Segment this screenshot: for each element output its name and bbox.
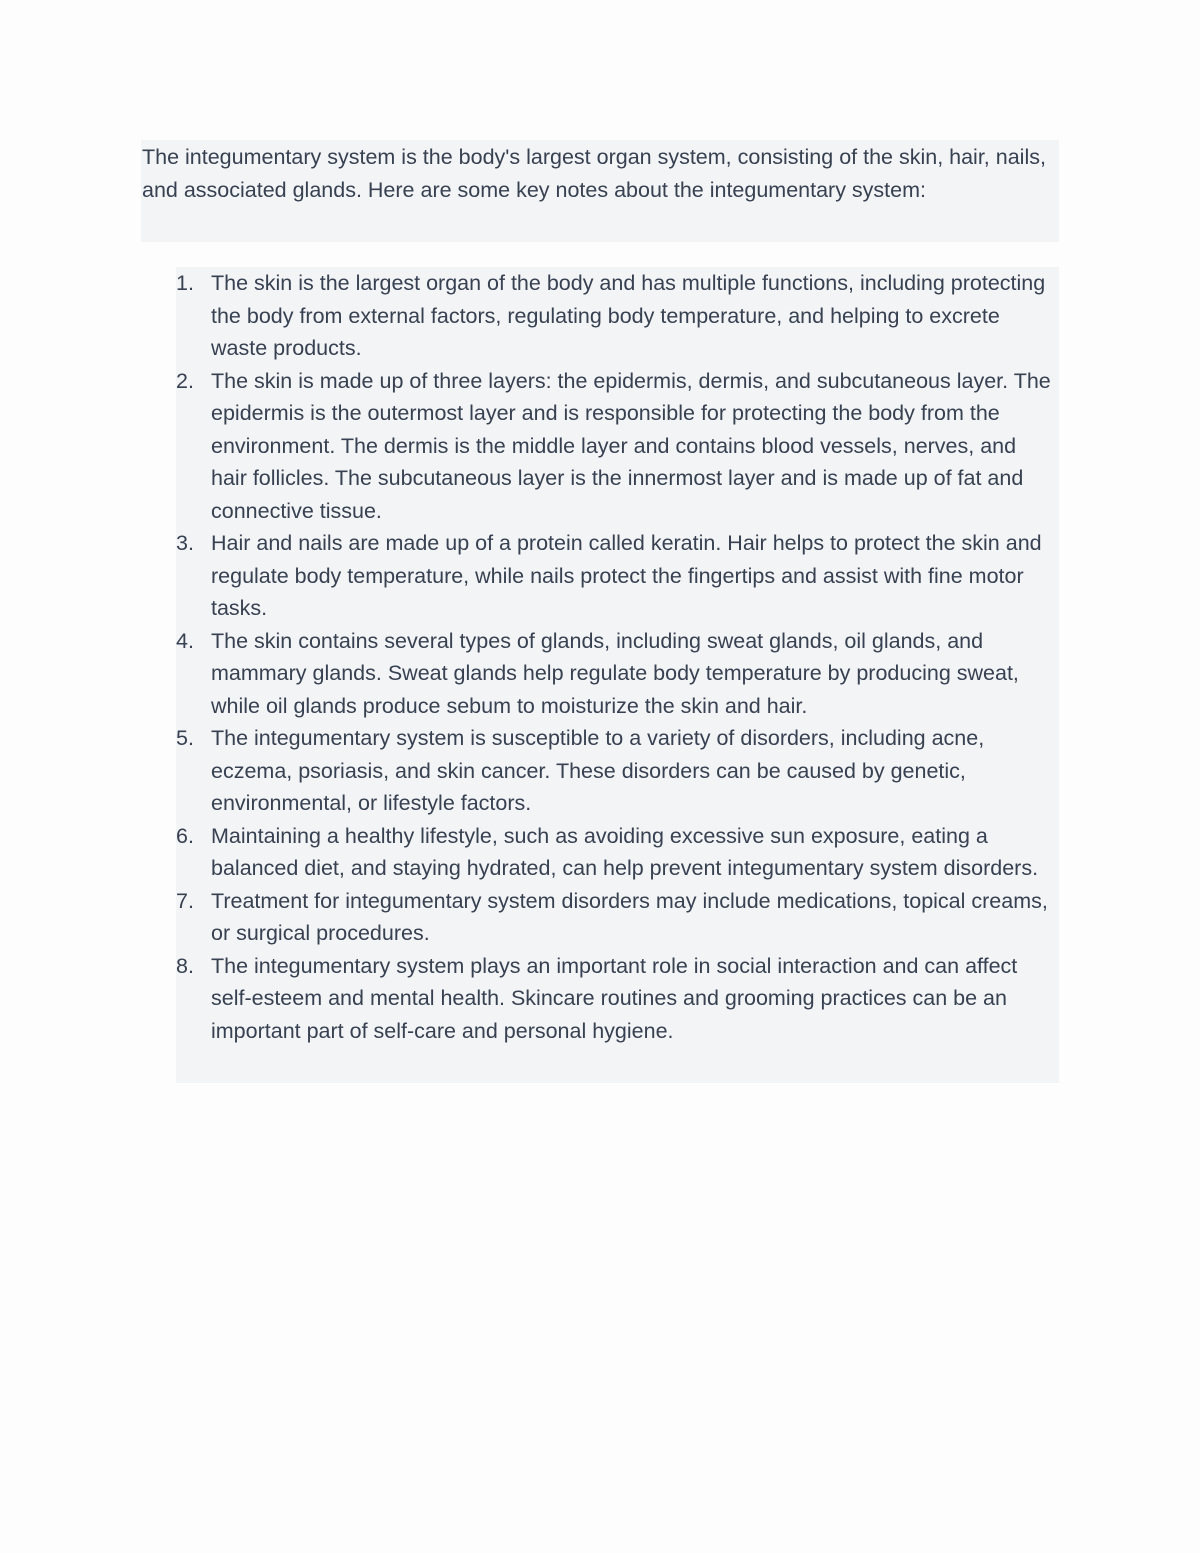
- list-item: [176, 527, 1059, 625]
- list-item-number: 3.: [176, 531, 194, 555]
- notes-list-container: [176, 267, 1059, 1083]
- list-item-text: The skin is made up of three layers: the epidermis, dermis, and subcutaneous layer. The epidermis is the outermost layer and is responsible for protecting the body from the environment. The dermis is the middle layer and contains blood vessels, nerves, and hair follicles. The subcutaneous layer is the innermost layer and is made up of fat and connective tissue.: [211, 368, 1051, 523]
- list-item: [176, 820, 1059, 885]
- list-item: [176, 267, 1059, 365]
- list-item-text: The integumentary system plays an important role in social interaction and can affect self-esteem and mental health. Skincare routines and grooming practices can be an important part of self-care and personal hygiene.: [211, 953, 1018, 1043]
- list-item: [176, 722, 1059, 820]
- list-item: [176, 365, 1059, 528]
- list-item-text: Hair and nails are made up of a protein called keratin. Hair helps to protect the skin and regulate body temperature, while nails protect the fingertips and assist with fine motor tasks.: [211, 531, 1042, 620]
- list-item-text: The skin is the largest organ of the body and has multiple functions, including protecting the body from external factors, regulating body temperature, and helping to excrete waste products.: [211, 271, 1046, 360]
- list-item: [176, 950, 1059, 1048]
- list-item-number: 6.: [176, 823, 194, 848]
- list-item-number: 2.: [176, 368, 194, 393]
- list-item-text: Maintaining a healthy lifestyle, such as avoiding excessive sun exposure, eating a balanced diet, and staying hydrated, can help prevent integumentary system disorders.: [211, 823, 1039, 880]
- list-item: [176, 885, 1059, 950]
- list-item-text: Treatment for integumentary system disorders may include medications, topical creams, or surgical procedures.: [211, 888, 1048, 945]
- list-item-number: 5.: [176, 726, 194, 750]
- list-item-number: 4.: [176, 628, 194, 653]
- list-item-text: The integumentary system is susceptible to a variety of disorders, including acne, eczema, psoriasis, and skin cancer. These disorders can be caused by genetic, environmental, or lifestyle factors.: [211, 726, 985, 815]
- list-item-text: The skin contains several types of glands, including sweat glands, oil glands, and mammary glands. Sweat glands help regulate body temperature by producing sweat, while oil glands produce sebum to moisturize the skin and hair.: [211, 628, 1019, 718]
- intro-paragraph: The integumentary system is the body's largest organ system, consisting of the skin, hair, nails, and associated glands. Here are some key notes about the integumentary system:: [141, 140, 1059, 242]
- notes-list: [176, 267, 1059, 1047]
- list-item-number: 1.: [176, 271, 194, 295]
- list-item-number: 8.: [176, 953, 194, 978]
- list-item-number: 7.: [176, 888, 194, 913]
- list-item: [176, 625, 1059, 723]
